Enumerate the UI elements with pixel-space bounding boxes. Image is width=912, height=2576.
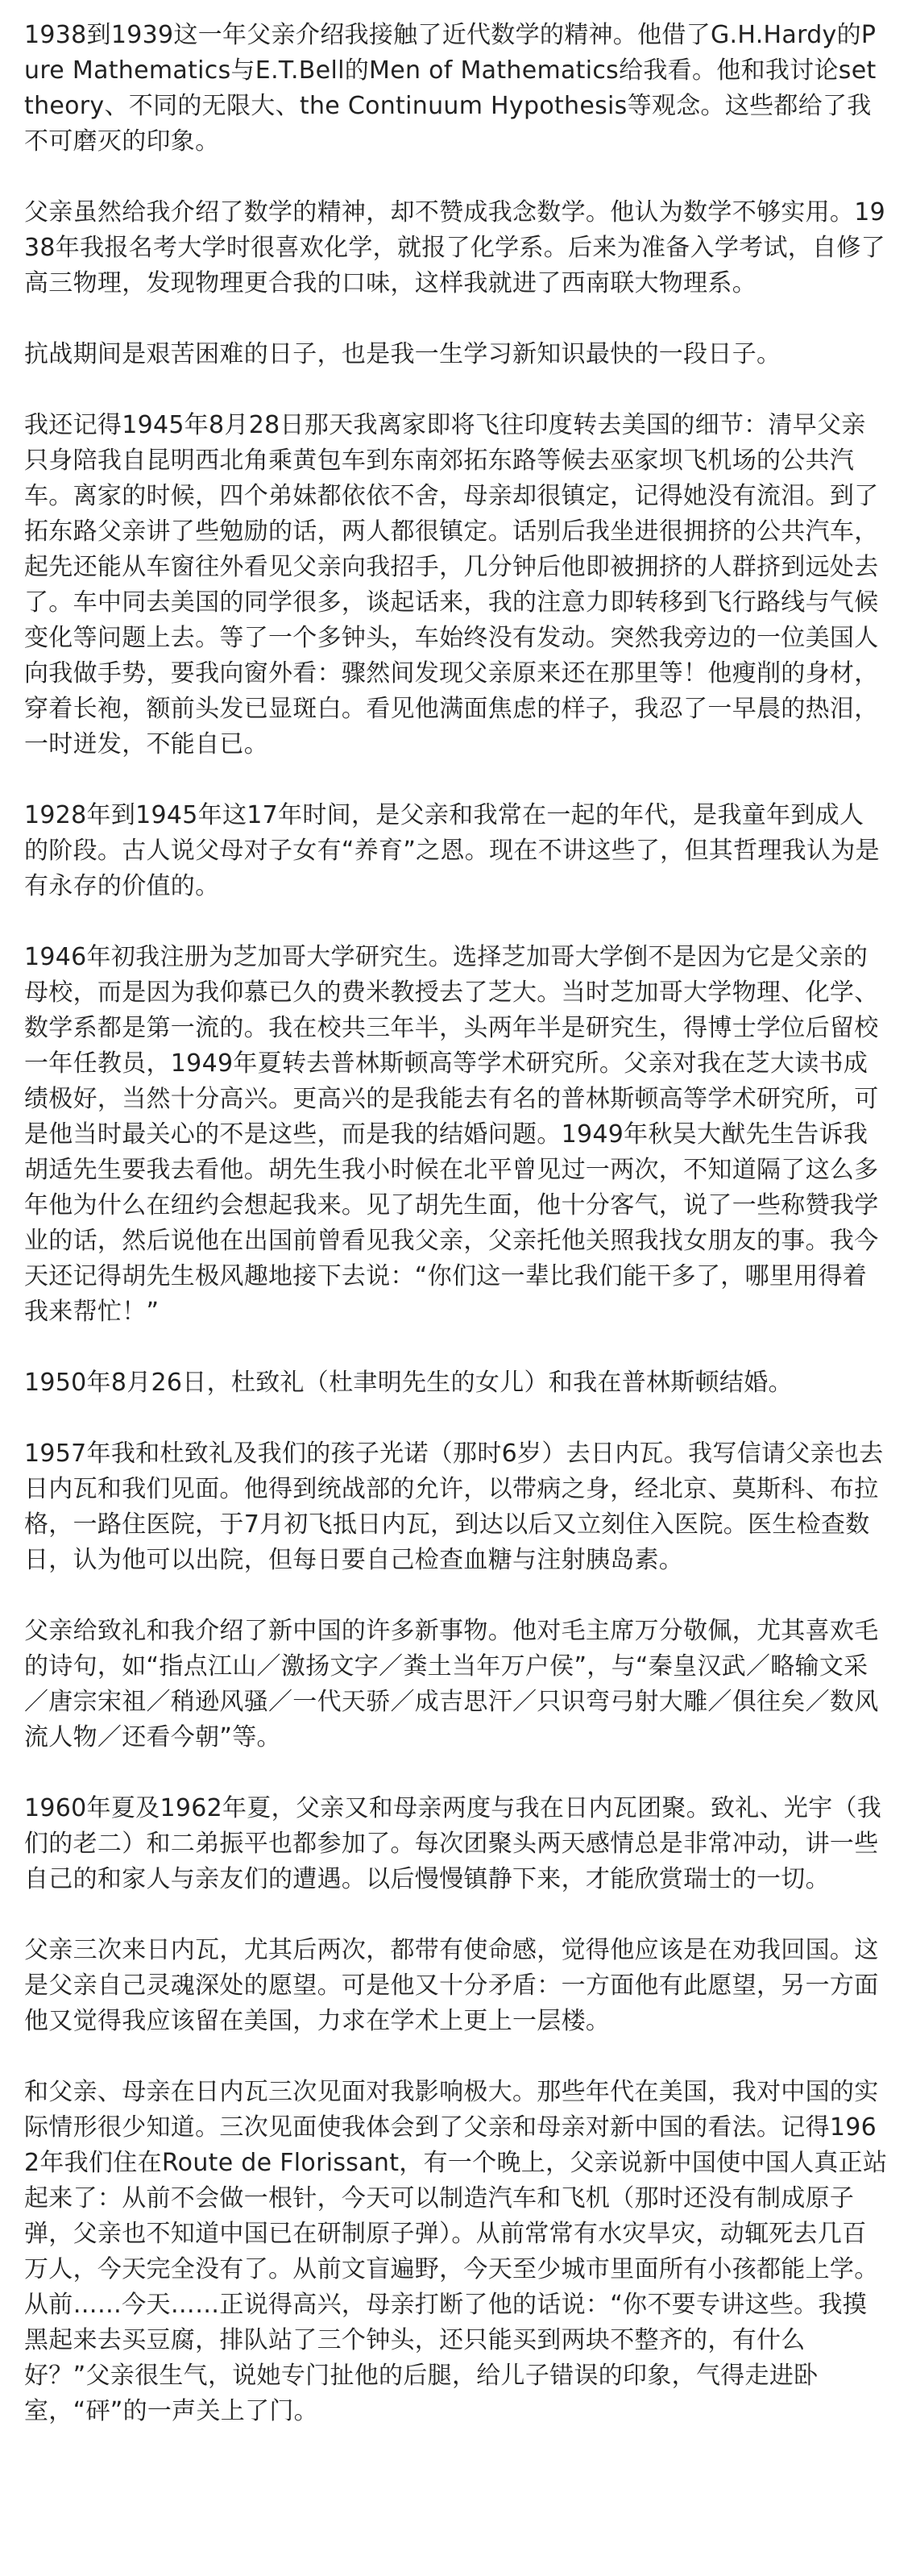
paragraph-12: 和父亲、母亲在日内瓦三次见面对我影响极大。那些年代在美国，我对中国的实际情形很少知道。三次见面使我体会到了父亲和母亲对新中国的看法。记得1962年我们住在Route de Florissant，有一个晚上，父亲说新中国使中国人真正站起来了：从前不会做一根针，今天可以制造汽车和飞机（那时还没有制成原子弹，父亲也不知道中国已在研制原子弹）。从前常常有水灾旱灾，动辄死去几百万人，今天完全没有了。从前文盲遍野，今天至少城市里面所有小孩都能上学。从前……今天……正说得高兴，母亲打断了他的话说：“你不要专讲这些。我摸黑起来去买豆腐，排队站了三个钟头，还只能买到两块不整齐的，有什么好？”父亲很生气，说她专门扯他的后腿，给儿子错误的印象，气得走进卧室，“砰”的一声关上了门。 (24, 2078, 888, 2425)
paragraph-2: 父亲虽然给我介绍了数学的精神，却不赞成我念数学。他认为数学不够实用。1938年我报名考大学时很喜欢化学，就报了化学系。后来为准备入学考试，自修了高三物理，发现物理更合我的口味，这样我就进了西南联大物理系。 (24, 198, 885, 297)
paragraph-1: 1938到1939这一年父亲介绍我接触了近代数学的精神。他借了G.H.Hardy的Pure Mathematics与E.T.Bell的Men of Mathematics给我看。他和我讨论set theory、不同的无限大、the Continuum Hypothesis等观念。这些都给了我不可磨灭的印象。 (24, 21, 877, 156)
paragraph-6: 1946年初我注册为芝加哥大学研究生。选择芝加哥大学倒不是因为它是父亲的母校，而是因为我仰慕已久的费米教授去了芝大。当时芝加哥大学物理、化学、数学系都是第一流的。我在校共三年半，头两年半是研究生，得博士学位后留校一年任教员，1949年夏转去普林斯顿高等学术研究所。父亲对我在芝大读书成绩极好，当然十分高兴。更高兴的是我能去有名的普林斯顿高等学术研究所，可是他当时最关心的不是这些，而是我的结婚问题。1949年秋吴大猷先生告诉我胡适先生要我去看他。胡先生我小时候在北平曾见过一两次，不知道隔了这么多年他为什么在纽约会想起我来。见了胡先生面，他十分客气，说了一些称赞我学业的话，然后说他在出国前曾看见我父亲，父亲托他关照我找女朋友的事。我今天还记得胡先生极风趣地接下去说：“你们这一辈比我们能干多了，哪里用得着我来帮忙！” (24, 943, 879, 1326)
paragraph-8: 1957年我和杜致礼及我们的孩子光诺（那时6岁）去日内瓦。我写信请父亲也去日内瓦和我们见面。他得到统战部的允许，以带病之身，经北京、莫斯科、布拉格，一路住医院，于7月初飞抵日内瓦，到达以后又立刻住入医院。医生检查数日，认为他可以出院，但每日要自己检查血糖与注射胰岛素。 (24, 1440, 884, 1574)
paragraph-9: 父亲给致礼和我介绍了新中国的许多新事物。他对毛主席万分敬佩，尤其喜欢毛的诗句，如“指点江山／激扬文字／粪土当年万户侯”，与“秦皇汉武／略输文采／唐宗宋祖／稍逊风骚／一代天骄／成吉思汗／只识弯弓射大雕／俱往矣／数风流人物／还看今朝”等。 (24, 1617, 879, 1751)
paragraph-5: 1928年到1945年这17年时间，是父亲和我常在一起的年代，是我童年到成人的阶段。古人说父母对子女有“养育”之恩。现在不讲这些了，但其哲理我认为是有永存的价值的。 (24, 801, 880, 900)
paragraph-4: 我还记得1945年8月28日那天我离家即将飞往印度转去美国的细节：清早父亲只身陪我自昆明西北角乘黄包车到东南郊拓东路等候去巫家坝飞机场的公共汽车。离家的时候，四个弟妹都依依不舍，母亲却很镇定，记得她没有流泪。到了拓东路父亲讲了些勉励的话，两人都很镇定。话别后我坐进很拥挤的公共汽车，起先还能从车窗往外看见父亲向我招手，几分钟后他即被拥挤的人群挤到远处去了。车中同去美国的同学很多，谈起话来，我的注意力即转移到飞行路线与气候变化等问题上去。等了一个多钟头，车始终没有发动。突然我旁边的一位美国人向我做手势，要我向窗外看：骤然间发现父亲原来还在那里等！他瘦削的身材，穿着长袍，额前头发已显斑白。看见他满面焦虑的样子，我忍了一早晨的热泪，一时迸发，不能自已。 (24, 411, 879, 758)
paragraph-3: 抗战期间是艰苦困难的日子，也是我一生学习新知识最快的一段日子。 (24, 340, 781, 368)
article-body (24, 18, 888, 2429)
paragraph-11: 父亲三次来日内瓦，尤其后两次，都带有使命感，觉得他应该是在劝我回国。这是父亲自己灵魂深处的愿望。可是他又十分矛盾：一方面他有此愿望，另一方面他又觉得我应该留在美国，力求在学术上更上一层楼。 (24, 1936, 879, 2035)
paragraph-7: 1950年8月26日，杜致礼（杜聿明先生的女儿）和我在普林斯顿结婚。 (24, 1369, 793, 1397)
paragraph-10: 1960年夏及1962年夏，父亲又和母亲两度与我在日内瓦团聚。致礼、光宇（我们的老二）和二弟振平也都参加了。每次团聚头两天感情总是非常冲动，讲一些自己的和家人与亲友们的遭遇。以后慢慢镇静下来，才能欣赏瑞士的一切。 (24, 1794, 882, 1893)
